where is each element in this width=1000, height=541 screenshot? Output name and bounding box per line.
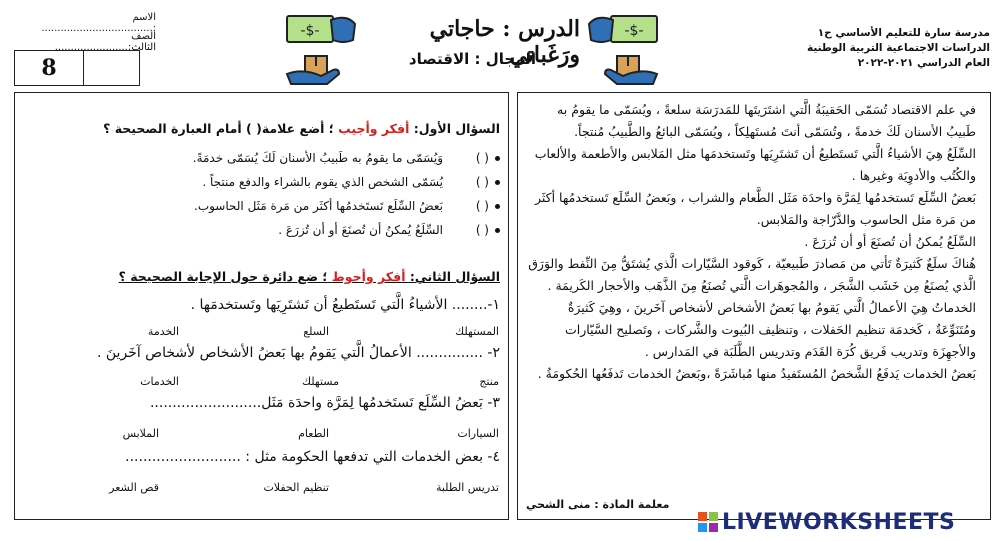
school-name: مدرسة سارة للتعليم الأساسي ح١ — [817, 27, 990, 39]
q2-instruction: ؛ ضع دائرة حول الإجابة الصحيحة ؟ — [118, 269, 328, 284]
reading-paragraph: بَعضُ السِّلَع تَستخدمُها لِمَرَّة واحدَة مَثَل الطَّعام والشراب ، وبَعضُ السِّلَع تَستخدمُها أكثَر من مَرة مثل الحاسوب والدَّرّاجة والمَلابس. — [534, 190, 976, 227]
option[interactable]: السلع — [303, 325, 329, 338]
bullet-icon — [495, 180, 500, 185]
watermark — [698, 508, 994, 536]
q2-item-4-options — [23, 481, 499, 497]
q1-instruction: ؛ أضع علامة( ) أمام العبارة الصحيحة ؟ — [103, 121, 334, 136]
q2-item-4: ٤- بعض الخدمات التي تدفعها الحكومة مثل : .......................... — [125, 449, 500, 465]
watermark-text: LIVEWORKSHEETS — [722, 509, 956, 535]
student-name-field[interactable]: الاسم :................................... — [41, 12, 156, 34]
box-hand-icon — [583, 10, 661, 86]
option[interactable]: تنظيم الحفلات — [263, 481, 329, 494]
statement-text: وَيُسَمّى ما يقومُ به طَبيبُ الأسنان لَكَ يُسَمّى خدمَةً. — [192, 151, 443, 165]
reading-paragraph: الخدماتُ هِيَ الأعمالُ الَّتي يَقومُ بها بَعضُ الأشخاص لأشخاص آخَرينَ ، وهِيَ كَثيرَةٌ ومُتَنَوِّعَةٌ ، كَخدمَة تنظيم الحَفلات ، وتنظيف البُيوت والشَّركات ، وتَصليح السَّيّارات والأجهِزَة وتدريب فَريق كُرَة القَدَم وتدريس الطَّلَبَة في المَدارس . — [565, 300, 976, 359]
q2-item-3: ٣- بَعضُ السِّلَع تَستَخدمُها لِمَرَّة واحدَة مَثَل......................... — [149, 395, 500, 411]
bullet-icon — [495, 156, 500, 161]
statement-text: يُسَمّى الشخص الذي يقوم بالشراء والدفع منتجاً . — [202, 175, 443, 189]
q2-item-1-options — [23, 325, 499, 341]
bullet-icon — [495, 204, 500, 209]
option[interactable]: السيارات — [457, 427, 499, 440]
academic-year: العام الدراسي ٢٠٢١-٢٠٢٢ — [857, 57, 990, 69]
q1-heading — [24, 121, 500, 136]
statement-text: السِّلَعُ يُمكنُ أن تُصنَعَ أو أن تُزرَعَ . — [278, 223, 443, 237]
q2-prefix: السؤال الثاني: — [409, 269, 500, 284]
option[interactable]: الخدمة — [147, 325, 179, 338]
reading-paragraph: السِّلَعُ هِيَ الأشياءُ الَّتي تَستَطيعُ أن تَشتَرِيَها وتَستخدمَها مثل المَلابس والأطعمة والألعاب والكُتُب والأدوِيَة وغيرها . — [534, 146, 976, 183]
svg-text:-$-: -$- — [300, 23, 320, 39]
q2-item-1: ١-........ الأشياءُ الَّتي تَستَطيعُ أن تَشتَرِيَها وتَستخدمَها . — [190, 297, 500, 313]
q2-item-3-options — [23, 427, 499, 443]
option[interactable]: قص الشعر — [109, 481, 159, 494]
option[interactable]: مستهلك — [301, 375, 339, 388]
q2-accent: أفكر وأحوط — [331, 269, 406, 284]
score-value: 8 — [41, 55, 57, 81]
option[interactable]: الطعام — [298, 427, 329, 440]
questions-panel — [14, 92, 509, 520]
reading-paragraph: هُناكَ سلَعٌ كَثيرَةٌ تَأتي من مَصادرَ طَبيعيّة ، كَوقود السَّيّارات الَّذي يُشتَقُّ مِنَ النِّفط والوَرَق الَّذي يُصنَعُ مِن خَشَب الشَّجَر ، والمُجوهَرات الَّتي تُصنَعُ مِنَ الذَّهَب والأحجار الكَريمَة . — [528, 256, 976, 293]
answer-bracket[interactable]: ( ) — [475, 199, 489, 213]
reading-paragraph: في علم الاقتصاد تُسَمّى الحَقيبَةُ الَّتي اشتَرَيتَها للمَدرَسَة سلعةً ، ويُسَمّى ما يقومُ به طَبيبُ الأسنان لَكَ خدمةً ، وتُسَمّى أنتَ مُستَهلِكاً ، ويُسَمّى البائعُ والطَّبيبُ مُنتجاً. — [557, 102, 976, 139]
field-label: المجال : الاقتصاد — [408, 50, 536, 68]
answer-bracket[interactable]: ( ) — [475, 151, 489, 165]
q1-statement-1 — [24, 151, 500, 165]
teacher-name: معلمة المادة : منى الشحي — [526, 498, 670, 511]
option[interactable]: المستهلك — [455, 325, 499, 338]
bullet-icon — [495, 228, 500, 233]
q1-statement-4 — [24, 223, 500, 237]
statement-text: بَعضُ السِّلَع تَستَخدمُها أكثَر من مَرة مَثَل الحاسوب. — [194, 199, 443, 213]
option[interactable]: الخدمات — [140, 375, 179, 388]
svg-text:-$-: -$- — [624, 23, 644, 39]
money-hand-icon — [283, 10, 361, 86]
reading-panel — [517, 92, 991, 520]
q1-statement-3 — [24, 199, 500, 213]
school-info — [770, 26, 990, 71]
q2-item-2: ٢- ............... الأعمالُ الَّتي يَقومُ بها بَعضُ الأشخاص لأشخاص آخَرينَ . — [97, 345, 500, 361]
option[interactable]: الملابس — [122, 427, 159, 440]
reading-paragraph: السِّلَعُ يُمكنُ أن تُصنَعَ أو أن تُزرَعَ . — [804, 234, 976, 249]
liveworksheets-logo-icon — [698, 512, 718, 532]
lesson-title: الدرس : حاجاتي ورَغَباتي — [429, 16, 580, 68]
option[interactable]: تدريس الطلبة — [435, 481, 499, 494]
reading-paragraph: بَعضُ الخدمات يَدفَعُ الشَّخصُ المُستَفيدُ منها مُباشَرَةً ،وبَعضُ الخدمات تَدفَعُها الحُكومَةُ . — [537, 366, 976, 381]
answer-bracket[interactable]: ( ) — [475, 175, 489, 189]
answer-bracket[interactable]: ( ) — [475, 223, 489, 237]
reading-text — [528, 99, 976, 385]
q1-accent: أفكر وأجيب — [338, 121, 410, 136]
student-class-field[interactable]: الصف الثالث:....................... — [54, 31, 156, 53]
subject-name: الدراسات الاجتماعية التربية الوطنية — [806, 42, 990, 54]
q2-item-2-options — [23, 375, 499, 391]
q1-statement-2 — [24, 175, 500, 189]
q2-heading — [24, 269, 500, 284]
score-box — [14, 50, 140, 86]
option[interactable]: منتج — [479, 375, 499, 388]
q1-prefix: السؤال الأول: — [413, 121, 500, 136]
